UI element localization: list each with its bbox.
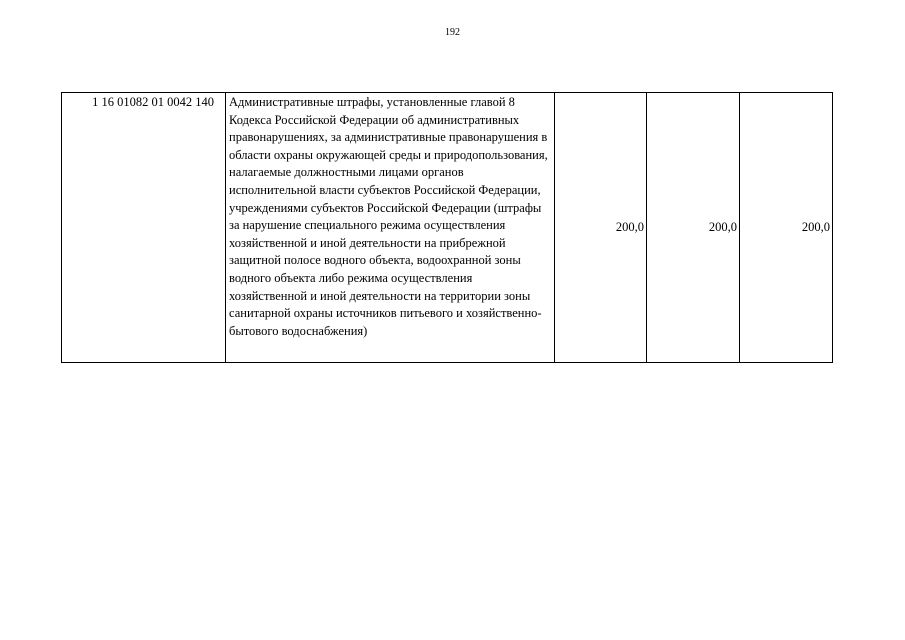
revenue-name-cell: Административные штрафы, установленные главой 8 Кодекса Российской Федерации об административных правонарушениях, за административные правонарушения в области охраны окружающей среды и природопользования, налагаемые должностными лицами органов исполнительной власти субъектов Российской Федерации, учреждениями субъектов Российской Федерации (штрафы за нарушение специального режима осуществления хозяйственной и иной деятельности на прибрежной защитной полосе водного объекта, водоохранной зоны водного объекта либо режима осуществления хозяйственной и иной деятельности на территории зоны санитарной охраны источников питьевого и хозяйственно-бытового водоснабжения) (226, 93, 555, 363)
budget-table (61, 92, 833, 363)
classification-code-cell: 1 16 01082 01 0042 140 (62, 93, 226, 363)
value-cell-3: 200,0 (740, 93, 833, 363)
page-number: 192 (445, 27, 460, 38)
table-row (62, 93, 833, 363)
value-cell-2: 200,0 (647, 93, 740, 363)
value-cell-1: 200,0 (555, 93, 647, 363)
